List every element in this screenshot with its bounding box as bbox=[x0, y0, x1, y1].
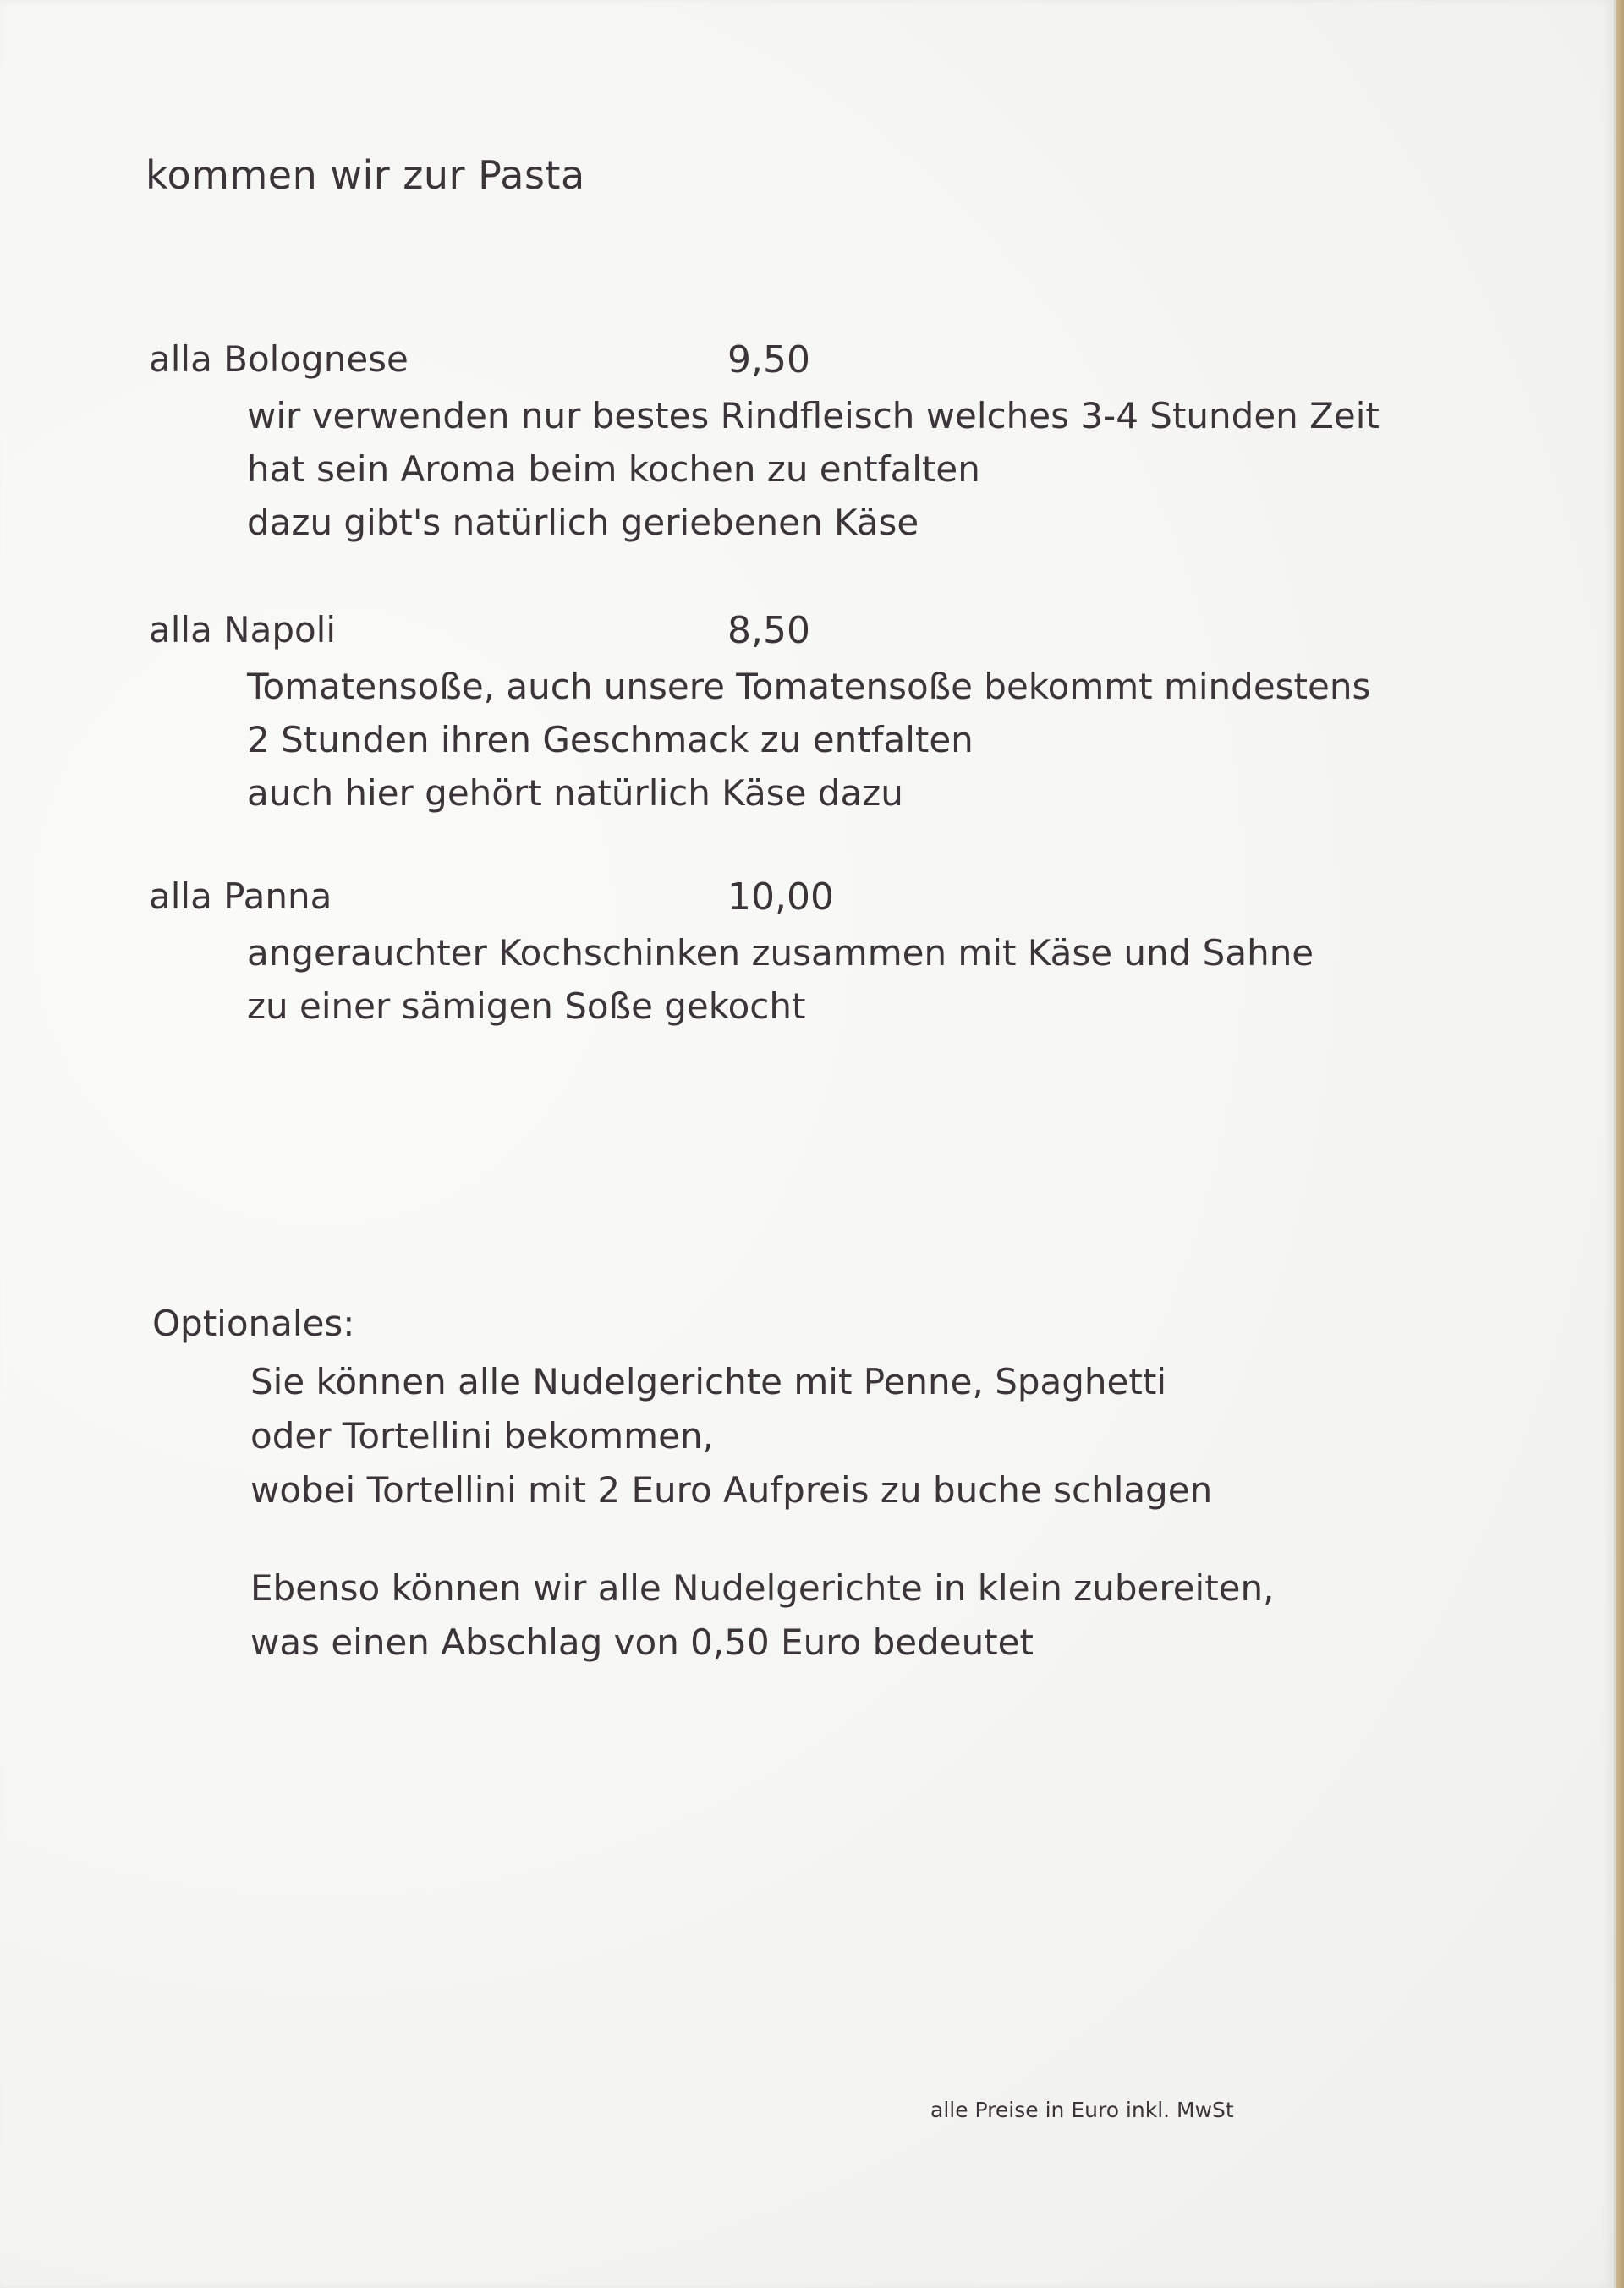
menu-item-napoli bbox=[149, 609, 1502, 820]
options-line: Sie können alle Nudelgerichte mit Penne, Spaghetti bbox=[250, 1361, 1166, 1402]
menu-item-price: 10,00 bbox=[727, 875, 834, 919]
menu-item-header bbox=[149, 875, 1502, 926]
options-text bbox=[250, 1355, 1506, 1670]
description-line: Tomatensoße, auch unsere Tomatensoße bekommt mindestens bbox=[247, 666, 1371, 707]
menu-item-name: alla Napoli bbox=[149, 609, 337, 650]
menu-item-price: 8,50 bbox=[727, 609, 810, 652]
menu-item-header bbox=[149, 609, 1502, 660]
options-section bbox=[152, 1303, 1506, 1670]
paper-edge bbox=[1616, 0, 1624, 2288]
description-line: 2 Stunden ihren Geschmack zu entfalten bbox=[247, 719, 974, 760]
price-footnote: alle Preise in Euro inkl. MwSt bbox=[930, 2098, 1234, 2122]
menu-item-description bbox=[247, 926, 1502, 1033]
menu-item-name: alla Bolognese bbox=[149, 338, 409, 380]
options-line: was einen Abschlag von 0,50 Euro bedeutet bbox=[250, 1621, 1034, 1663]
options-line: Ebenso können wir alle Nudelgerichte in klein zubereiten, bbox=[250, 1567, 1275, 1609]
description-line: wir verwenden nur bestes Rindfleisch welches 3-4 Stunden Zeit bbox=[247, 395, 1380, 436]
menu-item-header bbox=[149, 338, 1502, 389]
menu-item-description bbox=[247, 660, 1502, 820]
menu-item-bolognese bbox=[149, 338, 1502, 549]
menu-item-description bbox=[247, 389, 1502, 549]
options-line: oder Tortellini bekommen, bbox=[250, 1415, 714, 1457]
menu-item-panna bbox=[149, 875, 1502, 1033]
page-title: kommen wir zur Pasta bbox=[145, 152, 585, 198]
menu-item-name: alla Panna bbox=[149, 875, 332, 917]
description-line: hat sein Aroma beim kochen zu entfalten bbox=[247, 448, 980, 490]
description-line: auch hier gehört natürlich Käse dazu bbox=[247, 772, 903, 814]
menu-item-price: 9,50 bbox=[727, 338, 810, 381]
description-line: dazu gibt's natürlich geriebenen Käse bbox=[247, 502, 919, 543]
options-line: wobei Tortellini mit 2 Euro Aufpreis zu buche schlagen bbox=[250, 1469, 1213, 1511]
description-line: angerauchter Kochschinken zusammen mit Käse und Sahne bbox=[247, 932, 1314, 974]
options-title: Optionales: bbox=[152, 1303, 355, 1344]
description-line: zu einer sämigen Soße gekocht bbox=[247, 985, 806, 1027]
